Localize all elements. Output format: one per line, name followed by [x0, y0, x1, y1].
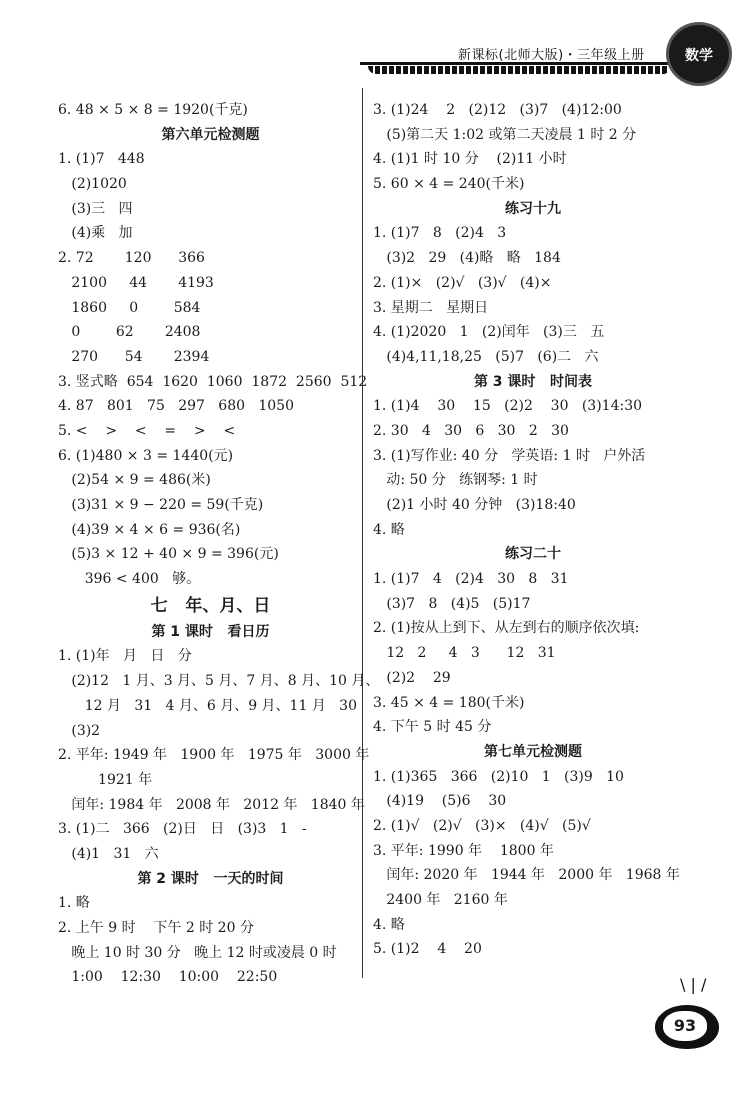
answer-line: 4. 略	[373, 521, 405, 538]
section-heading: 第六单元检测题	[161, 126, 260, 143]
chapter-heading: 七 年、月、日	[150, 595, 271, 616]
answer-line: (4)4,11,18,25 (5)7 (6)二 六	[373, 348, 599, 365]
answer-line: 4. 略	[373, 916, 405, 933]
answer-line: 4. 下午 5 时 45 分	[373, 719, 492, 736]
answer-line: 5. (1)2 4 20	[373, 941, 482, 958]
answer-line: 2. (1)按从上到下、从左到右的顺序依次填:	[373, 620, 640, 637]
answer-line: 1. 略	[58, 895, 90, 912]
answer-line: 1. (1)7 448	[58, 151, 145, 168]
answer-line: 6. (1)480 × 3 = 1440(元)	[58, 447, 234, 464]
answer-line: 3. 45 × 4 = 180(千米)	[373, 694, 525, 711]
answer-line: 5. < > < = > <	[58, 422, 236, 439]
answer-line: (3)2	[58, 722, 101, 739]
answer-line: 2. (1)√ (2)√ (3)× (4)√ (5)√	[373, 817, 591, 834]
answer-line: 4. 87 801 75 297 680 1050	[58, 398, 294, 415]
answer-line: 1. (1)7 4 (2)4 30 8 31	[373, 571, 569, 588]
answer-line: 6. 48 × 5 × 8 = 1920(千克)	[58, 102, 248, 118]
right-answer-column	[373, 98, 693, 962]
answer-line: (3)三 四	[58, 200, 133, 217]
answer-line: 1:00 12:30 10:00 22:50	[58, 969, 278, 986]
answer-line: 1921 年	[58, 771, 153, 788]
answer-line: 3. 星期二 星期日	[373, 299, 489, 316]
answer-line: 4. (1)1 时 10 分 (2)11 小时	[373, 151, 567, 168]
answer-line: 1. (1)365 366 (2)10 1 (3)9 10	[373, 768, 624, 785]
answer-line: 1860 0 584	[58, 299, 201, 316]
answer-line: (2)12 1 月、3 月、5 月、7 月、8 月、10 月、	[58, 673, 380, 690]
answer-line: 2. 72 120 366	[58, 250, 205, 267]
header-decorative-band	[368, 66, 668, 74]
answer-line: 2. 上午 9 时 下午 2 时 20 分	[58, 920, 254, 936]
answer-line: (3)7 8 (4)5 (5)17	[373, 595, 531, 612]
answer-line: 4. (1)2020 1 (2)闰年 (3)三 五	[373, 324, 605, 341]
answer-line: 3. 平年: 1990 年 1800 年	[373, 842, 554, 859]
answer-line: 12 月 31 4 月、6 月、9 月、11 月 30	[58, 697, 357, 714]
answer-line: 晚上 10 时 30 分 晚上 12 时或凌晨 0 时	[58, 944, 337, 961]
answer-line: (3)2 29 (4)略 略 184	[373, 250, 561, 267]
answer-line: (2)54 × 9 = 486(米)	[58, 472, 211, 489]
answer-line: (2)1020	[58, 176, 127, 193]
answer-line: (4)39 × 4 × 6 = 936(名)	[58, 521, 241, 538]
answer-line: (2)2 29	[373, 669, 451, 686]
answer-line: 闰年: 2020 年 1944 年 2000 年 1968 年	[373, 867, 680, 884]
answer-line: (5)第二天 1:02 或第二天凌晨 1 时 2 分	[373, 126, 637, 143]
page-number: 93	[663, 1011, 707, 1041]
logo-text: 数学	[685, 48, 713, 64]
answer-line: 270 54 2394	[58, 348, 210, 365]
section-heading: 练习二十	[505, 546, 561, 563]
answer-line: (5)3 × 12 + 40 × 9 = 396(元)	[58, 546, 279, 563]
answer-line: 1. (1)4 30 15 (2)2 30 (3)14:30	[373, 398, 643, 415]
answer-line: 2. 30 4 30 6 30 2 30	[373, 422, 569, 439]
section-heading: 练习十九	[505, 200, 561, 217]
answer-line: (4)1 31 六	[58, 845, 159, 862]
section-heading: 第 1 课时 看日历	[151, 623, 270, 640]
answer-line: 12 2 4 3 12 31	[373, 645, 556, 662]
answer-line: (3)31 × 9 − 220 = 59(千克)	[58, 497, 264, 513]
section-heading: 第 3 课时 时间表	[473, 373, 593, 390]
answer-line: 2100 44 4193	[58, 274, 214, 291]
answer-line: (4)乘 加	[58, 225, 133, 242]
answer-line: 3. (1)二 366 (2)日 日 (3)3 1 -	[58, 821, 307, 838]
answer-line: 闰年: 1984 年 2008 年 2012 年 1840 年	[58, 796, 365, 813]
decorative-rays-icon: \ | /	[680, 975, 707, 994]
answer-line: 2. 平年: 1949 年 1900 年 1975 年 3000 年	[58, 747, 370, 764]
section-heading: 第七单元检测题	[484, 743, 582, 760]
answer-line: 396 < 400 够。	[58, 571, 201, 588]
answer-line: 2400 年 2160 年	[373, 892, 508, 908]
math-logo-icon	[666, 22, 732, 86]
answer-line: 1. (1)年 月 日 分	[58, 648, 192, 665]
answer-line: (4)19 (5)6 30	[373, 793, 507, 810]
left-answer-column	[58, 98, 380, 990]
page-number-badge	[655, 1005, 719, 1049]
answer-line: 3. (1)24 2 (2)12 (3)7 (4)12:00	[373, 102, 622, 118]
answer-line: 3. 竖式略 654 1620 1060 1872 2560 512	[58, 373, 368, 390]
answer-line: 0 62 2408	[58, 324, 201, 341]
answer-line: 5. 60 × 4 = 240(千米)	[373, 176, 525, 193]
answer-line: (2)1 小时 40 分钟 (3)18:40	[373, 497, 576, 513]
answer-line: 3. (1)写作业: 40 分 学英语: 1 时 户外活	[373, 447, 646, 464]
answer-line: 2. (1)× (2)√ (3)√ (4)×	[373, 274, 552, 291]
series-title: 新课标(北师大版)・三年级上册	[458, 48, 645, 63]
answer-line: 1. (1)7 8 (2)4 3	[373, 225, 507, 242]
section-heading: 第 2 课时 一天的时间	[137, 870, 284, 887]
answer-line: 动: 50 分 练钢琴: 1 时	[373, 472, 538, 489]
